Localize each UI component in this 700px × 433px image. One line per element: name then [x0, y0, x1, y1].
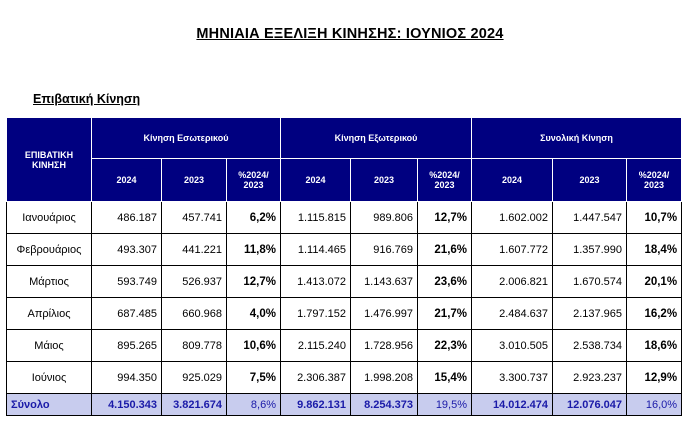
cell-t2023: 2.923.237 — [553, 362, 627, 394]
cell-month: Μάρτιος — [7, 266, 92, 298]
cell-e2023: 989.806 — [351, 202, 418, 234]
cell-d2023: 457.741 — [162, 202, 227, 234]
cell-t2023: 2.137.965 — [553, 298, 627, 330]
cell-d2024: 486.187 — [92, 202, 162, 234]
group-header-international: Κίνηση Εξωτερικού — [281, 118, 472, 159]
cell-tpct: 18,6% — [627, 330, 682, 362]
cell-t2024: 3.010.505 — [472, 330, 553, 362]
cell-t2024: 1.602.002 — [472, 202, 553, 234]
cell-month: Απρίλιος — [7, 298, 92, 330]
cell-e2023: 1.476.997 — [351, 298, 418, 330]
cell-e2024: 1.413.072 — [281, 266, 351, 298]
cell-d2024: 4.150.343 — [92, 394, 162, 416]
cell-dpct: 10,6% — [227, 330, 281, 362]
cell-epct: 21,6% — [418, 234, 472, 266]
cell-month: Ιανουάριος — [7, 202, 92, 234]
cell-d2024: 593.749 — [92, 266, 162, 298]
subheader-2024: 2024 — [92, 159, 162, 202]
table-row — [7, 298, 682, 330]
cell-d2023: 925.029 — [162, 362, 227, 394]
cell-epct: 15,4% — [418, 362, 472, 394]
cell-epct: 19,5% — [418, 394, 472, 416]
section-subtitle: Επιβατική Κίνηση — [33, 92, 141, 106]
cell-t2023: 1.670.574 — [553, 266, 627, 298]
total-row — [7, 394, 682, 416]
subheader-2024: 2024 — [281, 159, 351, 202]
cell-t2023: 2.538.734 — [553, 330, 627, 362]
corner-header: ΕΠΙΒΑΤΙΚΗ ΚΙΝΗΣΗ — [7, 118, 92, 202]
cell-month: Σύνολο — [7, 394, 92, 416]
group-header-total: Συνολική Κίνηση — [472, 118, 682, 159]
cell-t2023: 1.357.990 — [553, 234, 627, 266]
cell-d2023: 3.821.674 — [162, 394, 227, 416]
cell-e2024: 2.306.387 — [281, 362, 351, 394]
cell-e2023: 1.998.208 — [351, 362, 418, 394]
cell-e2024: 1.797.152 — [281, 298, 351, 330]
cell-tpct: 16,0% — [627, 394, 682, 416]
cell-d2023: 809.778 — [162, 330, 227, 362]
subheader-pct: %2024/ 2023 — [418, 159, 472, 202]
cell-t2023: 12.076.047 — [553, 394, 627, 416]
cell-month: Μάιος — [7, 330, 92, 362]
subheader-2023: 2023 — [162, 159, 227, 202]
cell-tpct: 20,1% — [627, 266, 682, 298]
cell-tpct: 10,7% — [627, 202, 682, 234]
cell-d2024: 994.350 — [92, 362, 162, 394]
subheader-pct: %2024/ 2023 — [627, 159, 682, 202]
cell-e2024: 9.862.131 — [281, 394, 351, 416]
cell-month: Ιούνιος — [7, 362, 92, 394]
table-row — [7, 330, 682, 362]
cell-epct: 22,3% — [418, 330, 472, 362]
subheader-2023: 2023 — [553, 159, 627, 202]
cell-t2024: 2.006.821 — [472, 266, 553, 298]
subheader-pct: %2024/ 2023 — [227, 159, 281, 202]
cell-t2024: 2.484.637 — [472, 298, 553, 330]
table-row — [7, 202, 682, 234]
cell-d2023: 441.221 — [162, 234, 227, 266]
subheader-2023: 2023 — [351, 159, 418, 202]
cell-d2023: 660.968 — [162, 298, 227, 330]
cell-e2023: 1.143.637 — [351, 266, 418, 298]
cell-d2024: 493.307 — [92, 234, 162, 266]
cell-tpct: 16,2% — [627, 298, 682, 330]
cell-dpct: 4,0% — [227, 298, 281, 330]
cell-dpct: 11,8% — [227, 234, 281, 266]
cell-epct: 21,7% — [418, 298, 472, 330]
subheader-2024: 2024 — [472, 159, 553, 202]
cell-e2023: 8.254.373 — [351, 394, 418, 416]
cell-t2024: 1.607.772 — [472, 234, 553, 266]
cell-epct: 12,7% — [418, 202, 472, 234]
cell-dpct: 8,6% — [227, 394, 281, 416]
cell-dpct: 12,7% — [227, 266, 281, 298]
cell-t2024: 3.300.737 — [472, 362, 553, 394]
cell-t2023: 1.447.547 — [553, 202, 627, 234]
cell-d2023: 526.937 — [162, 266, 227, 298]
page-title: ΜΗΝΙΑΙΑ ΕΞΕΛΙΞΗ ΚΙΝΗΣΗΣ: ΙΟΥΝΙΟΣ 2024 — [196, 26, 504, 42]
cell-t2024: 14.012.474 — [472, 394, 553, 416]
cell-e2024: 2.115.240 — [281, 330, 351, 362]
passenger-traffic-table — [6, 117, 682, 416]
cell-e2023: 1.728.956 — [351, 330, 418, 362]
table-row — [7, 266, 682, 298]
cell-tpct: 18,4% — [627, 234, 682, 266]
cell-e2024: 1.115.815 — [281, 202, 351, 234]
table-row — [7, 362, 682, 394]
cell-dpct: 6,2% — [227, 202, 281, 234]
cell-e2023: 916.769 — [351, 234, 418, 266]
cell-epct: 23,6% — [418, 266, 472, 298]
cell-e2024: 1.114.465 — [281, 234, 351, 266]
cell-dpct: 7,5% — [227, 362, 281, 394]
group-header-domestic: Κίνηση Εσωτερικού — [92, 118, 281, 159]
cell-d2024: 895.265 — [92, 330, 162, 362]
cell-d2024: 687.485 — [92, 298, 162, 330]
table-row — [7, 234, 682, 266]
cell-tpct: 12,9% — [627, 362, 682, 394]
cell-month: Φεβρουάριος — [7, 234, 92, 266]
